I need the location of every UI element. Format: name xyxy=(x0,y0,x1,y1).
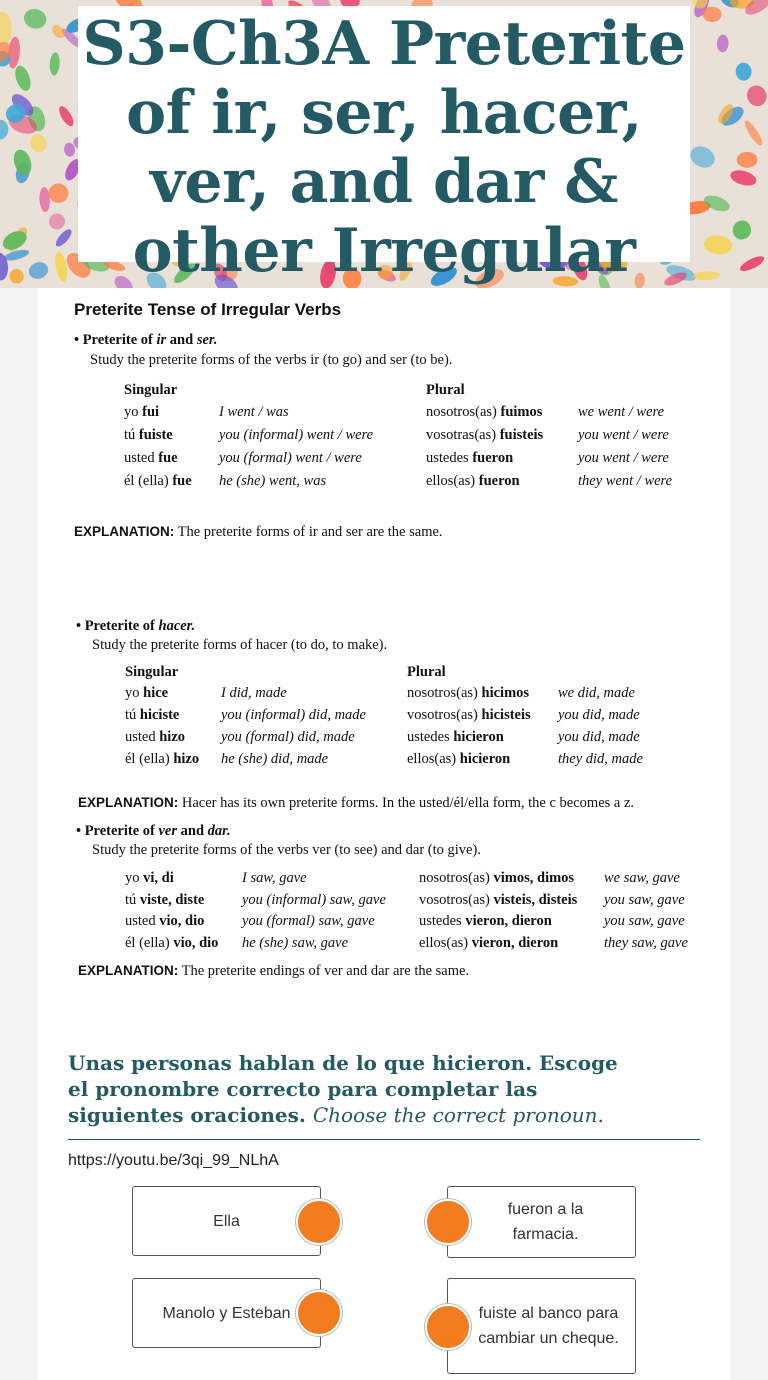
watercolor-dot xyxy=(53,227,74,249)
bullet-ir-ser: • Preterite of ir and ser. xyxy=(74,332,218,348)
watercolor-dot xyxy=(0,119,10,141)
section-title: Preterite Tense of Irregular Verbs xyxy=(74,300,342,319)
connector-knob[interactable] xyxy=(296,1199,342,1245)
bullet-hacer: • Preterite of hacer. xyxy=(76,618,196,634)
connector-knob[interactable] xyxy=(296,1290,342,1336)
watercolor-dot xyxy=(53,251,69,283)
singular-form: yo fui xyxy=(124,404,160,420)
watercolor-dot xyxy=(49,52,60,76)
study-ver-dar: Study the preterite forms of the verbs ver (to see) and dar (to give). xyxy=(92,842,481,858)
singular-form: usted fue xyxy=(124,450,178,466)
singular-translation: you (informal) did, made xyxy=(221,707,366,723)
plural-form: vosotros(as) hicisteis xyxy=(407,707,531,723)
singular-translation: he (she) went, was xyxy=(219,473,327,489)
drop-item-label: fueron a la farmacia. xyxy=(507,1201,584,1243)
plural-translation: we saw, gave xyxy=(604,870,680,886)
watercolor-dot xyxy=(744,82,768,109)
watercolor-dot xyxy=(703,234,733,255)
content-card xyxy=(38,288,730,1380)
activity-question: Unas personas hablan de lo que hicieron. Escoge el pronombre correcto para completar las siguientes oraciones. Choose the correct pronoun. xyxy=(68,1051,618,1127)
plural-label: Plural xyxy=(426,382,465,398)
singular-translation: I saw, gave xyxy=(242,870,307,886)
explanation-ir-ser: EXPLANATION: The preterite forms of ir and ser are the same. xyxy=(74,524,443,540)
singular-translation: you (formal) saw, gave xyxy=(242,913,375,929)
watercolor-dot xyxy=(729,168,759,189)
singular-translation: I did, made xyxy=(221,685,287,701)
watercolor-dot xyxy=(28,132,49,154)
plural-form: ellos(as) vieron, dieron xyxy=(419,934,559,951)
singular-translation: you (informal) saw, gave xyxy=(242,891,386,908)
drag-item-label: Manolo y Esteban xyxy=(162,1304,291,1322)
plural-translation: we did, made xyxy=(558,685,635,701)
plural-translation: you did, made xyxy=(558,729,640,745)
plural-form: nosotros(as) fuimos xyxy=(426,404,543,420)
watercolor-dot xyxy=(692,271,720,281)
plural-translation: you went / were xyxy=(578,427,669,443)
watercolor-dot xyxy=(22,6,49,31)
watercolor-dot xyxy=(0,11,13,44)
plural-translation: they saw, gave xyxy=(604,934,688,951)
singular-translation: he (she) saw, gave xyxy=(242,934,349,951)
plural-form: ustedes vieron, dieron xyxy=(419,913,552,929)
watercolor-dot xyxy=(48,183,70,204)
singular-form: tú hiciste xyxy=(125,707,180,723)
watercolor-dot xyxy=(27,260,51,282)
watercolor-dot xyxy=(687,142,719,172)
singular-form: yo hice xyxy=(125,685,169,701)
study-ir-ser: Study the preterite forms of the verbs ir (to go) and ser (to be). xyxy=(90,352,453,368)
singular-form: tú viste, diste xyxy=(125,891,205,908)
plural-translation: they went / were xyxy=(578,473,673,489)
explanation-hacer: EXPLANATION: Hacer has its own preterite forms. In the usted/él/ella form, the c becomes a z. xyxy=(78,795,635,811)
singular-form: yo vi, di xyxy=(125,870,174,886)
bullet-ver-dar: • Preterite of ver and dar. xyxy=(76,823,231,839)
plural-form: nosotros(as) vimos, dimos xyxy=(419,870,575,886)
plural-form: vosotros(as) visteis, disteis xyxy=(419,891,578,908)
watercolor-dot xyxy=(3,248,30,263)
explanation-ver-dar: EXPLANATION: The preterite endings of ver and dar are the same. xyxy=(78,963,470,979)
drop-item-fueron[interactable] xyxy=(447,1186,636,1258)
singular-translation: he (she) did, made xyxy=(221,751,329,767)
watercolor-dot xyxy=(716,34,729,52)
drop-item-fuiste[interactable] xyxy=(447,1278,636,1374)
plural-form: nosotros(as) hicimos xyxy=(407,685,530,701)
plural-form: ellos(as) hicieron xyxy=(407,751,511,767)
video-link[interactable]: https://youtu.be/3qi_99_NLhA xyxy=(68,1152,279,1169)
header-banner xyxy=(0,0,768,288)
singular-translation: you (formal) did, made xyxy=(221,729,355,745)
divider xyxy=(68,1139,700,1140)
singular-form: tú fuiste xyxy=(124,427,173,443)
singular-label: Singular xyxy=(124,382,178,398)
plural-form: ustedes fueron xyxy=(426,450,514,466)
watercolor-dot xyxy=(11,147,35,177)
drag-item-label: Ella xyxy=(213,1212,240,1230)
watercolor-dot xyxy=(737,152,758,168)
singular-form: él (ella) fue xyxy=(124,473,192,489)
plural-translation: you saw, gave xyxy=(604,891,685,908)
connector-knob[interactable] xyxy=(425,1199,471,1245)
plural-form: vosotras(as) fuisteis xyxy=(426,427,544,443)
singular-form: usted hizo xyxy=(125,729,186,745)
page-title: S3-Ch3A Preterite of ir, ser, hacer, ver, and dar & other Irregular xyxy=(82,9,686,286)
singular-form: usted vio, dio xyxy=(125,913,205,929)
plural-translation: you went / were xyxy=(578,450,669,466)
plural-form: ustedes hicieron xyxy=(407,729,504,745)
watercolor-dot xyxy=(6,266,26,286)
watercolor-dot xyxy=(730,218,753,242)
watercolor-dot xyxy=(702,192,732,214)
singular-translation: you (informal) went / were xyxy=(219,427,374,443)
drag-item-manolo-esteban[interactable] xyxy=(132,1278,321,1348)
watercolor-dot xyxy=(742,118,765,147)
watercolor-dot xyxy=(39,187,51,213)
watercolor-dot xyxy=(738,253,766,274)
connector-knob[interactable] xyxy=(425,1304,471,1350)
watercolor-dot xyxy=(48,212,67,231)
plural-form: ellos(as) fueron xyxy=(426,473,520,489)
singular-form: él (ella) hizo xyxy=(125,751,200,767)
plural-label-hacer: Plural xyxy=(407,664,446,680)
plural-translation: they did, made xyxy=(558,751,643,767)
watercolor-dot xyxy=(12,64,33,93)
singular-label-hacer: Singular xyxy=(125,664,179,680)
watercolor-dot xyxy=(56,104,76,128)
plural-translation: we went / were xyxy=(578,404,665,420)
singular-translation: I went / was xyxy=(219,404,289,420)
watercolor-dot xyxy=(735,62,752,81)
study-hacer: Study the preterite forms of hacer (to do, to make). xyxy=(92,637,388,653)
drag-item-ella[interactable] xyxy=(132,1186,321,1256)
plural-translation: you did, made xyxy=(558,707,640,723)
title-box xyxy=(78,6,690,286)
drop-item-label: fuiste al banco para cambiar un cheque. xyxy=(478,1305,619,1347)
singular-translation: you (formal) went / were xyxy=(219,450,362,466)
plural-translation: you saw, gave xyxy=(604,913,685,929)
singular-form: él (ella) vio, dio xyxy=(125,934,219,951)
